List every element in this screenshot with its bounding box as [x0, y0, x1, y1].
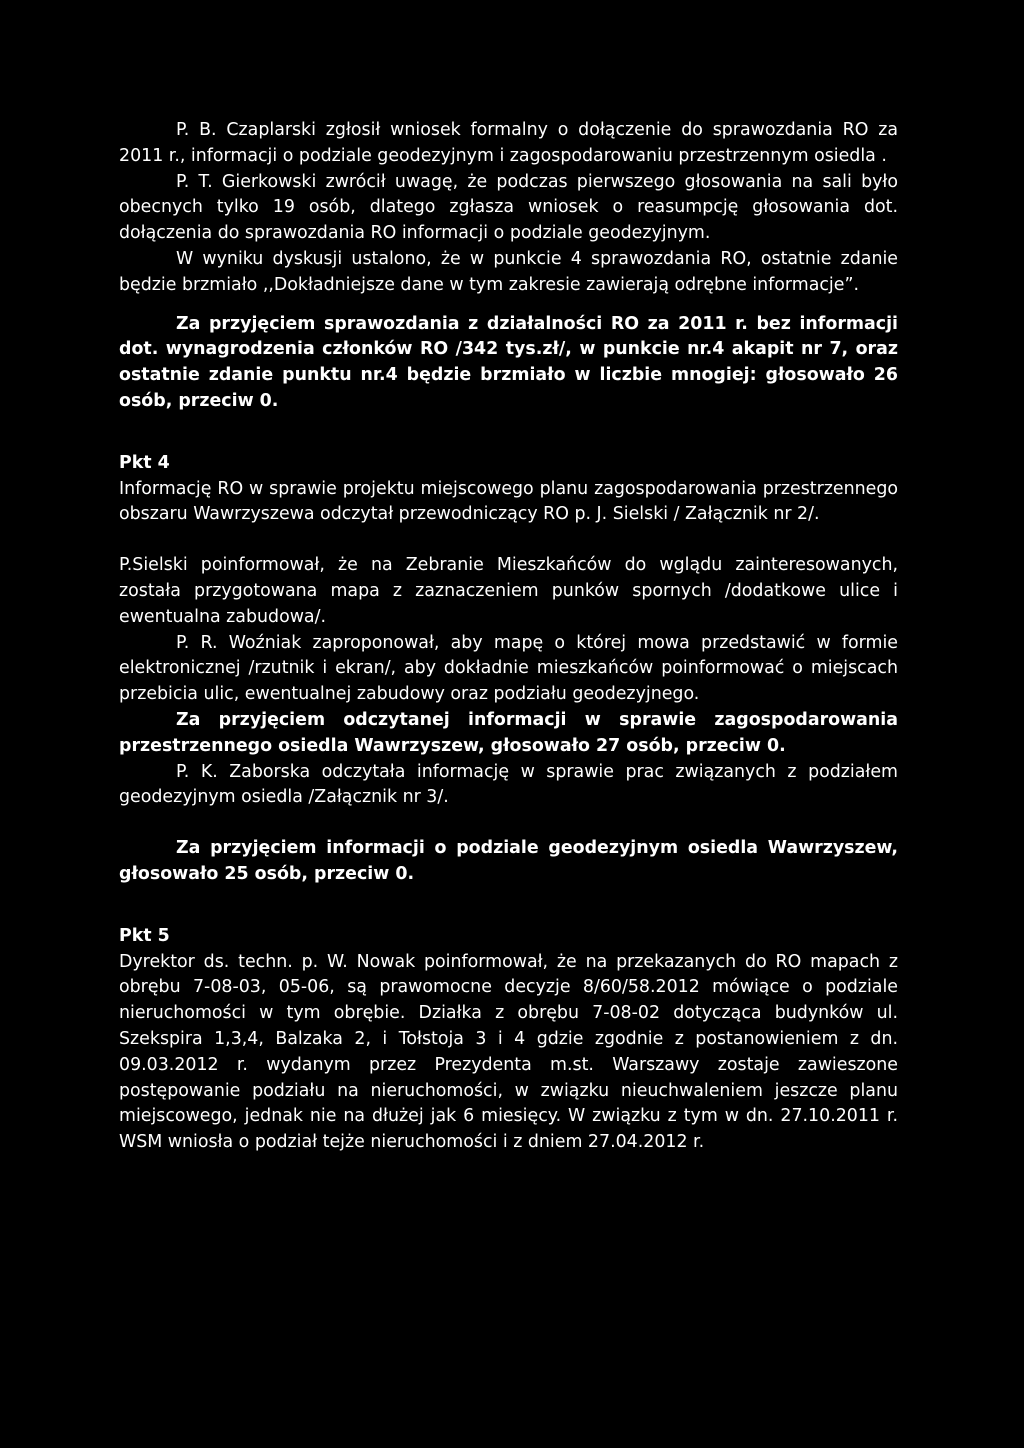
- paragraph-gierkowski-remark: P. T. Gierkowski zwrócił uwagę, że podczas pierwszego głosowania na sali było obecnych tylko 19 osób, dlatego zgłasza wniosek o reasumpcję głosowania dot. dołączenia do sprawozdania RO informacji o podziale geodezyjnym.: [119, 171, 898, 244]
- paragraph-zaborska-info: P. K. Zaborska odczytała informację w sprawie prac związanych z podziałem geodezyjnym osiedla /Załącznik nr 3/.: [119, 761, 898, 808]
- paragraph-wozniak-proposal: P. R. Woźniak zaproponował, aby mapę o której mowa przedstawić w formie elektronicznej /rzutnik i ekran/, aby dokładnie mieszkańców poinformować o miejscach przebicia ulic, ewentualnej zabudowy oraz podziału geodezyjnego.: [119, 632, 898, 705]
- paragraph-nowak-report: Dyrektor ds. techn. p. W. Nowak poinformował, że na przekazanych do RO mapach z obrębu 7-08-03, 05-06, są prawomocne decyzje 8/60/58.2012 mówiące o podziale nieruchomości w tym obrębie. Działka z obrębu 7-08-02 dotycząca budynków ul. Szekspira 1,3,4, Balzaka 2, i Tołstoja 3 i 4 gdzie zgodnie z postanowieniem z dn. 09.03.2012 r. wydanym przez Prezydenta m.st. Warszawy zostaje zawieszone postępowanie podziału na nieruchomości, w związku nieuchwaleniem jeszcze planu miejscowego, jednak nie na dłużej jak 6 miesięcy. W związku z tym w dn. 27.10.2011 r. WSM wniosła o podział tejże nieruchomości i z dniem 27.04.2012 r.: [119, 951, 898, 1153]
- paragraph-sielski-info: P.Sielski poinformował, że na Zebranie Mieszkańców do wglądu zainteresowanych, została przygotowana mapa z zaznaczeniem punków spornych /dodatkowe ulice i ewentualna zabudowa/.: [119, 555, 898, 627]
- paragraph-vote-spatial-plan: Za przyjęciem odczytanej informacji w sprawie zagospodarowania przestrzennego osiedla Wawrzyszew, głosowało 27 osób, przeciw 0.: [119, 709, 898, 756]
- paragraph-vote-geodetic: Za przyjęciem informacji o podziale geodezyjnym osiedla Wawrzyszew, głosowało 25 osób, przeciw 0.: [119, 838, 898, 884]
- paragraph-discussion-result: W wyniku dyskusji ustalono, że w punkcie 4 sprawozdania RO, ostatnie zdanie będzie brzmiało ,,Dokładniejsze dane w tym zakresie zawierają odrębne informacje”.: [119, 248, 898, 295]
- paragraph-czaplarski-motion: P. B. Czaplarski zgłosił wniosek formalny o dołączenie do sprawozdania RO za 2011 r., informacji o podziale geodezyjnym i zagospodarowaniu przestrzennym osiedla .: [119, 120, 898, 166]
- paragraph-ro-information: Informację RO w sprawie projektu miejscowego planu zagospodarowania przestrzennego obszaru Wawrzyszewa odczytał przewodniczący RO p. J. Sielski / Załącznik nr 2/.: [119, 478, 898, 525]
- section-heading-pkt-4: Pkt 4: [119, 452, 170, 473]
- document-page: [119, 118, 898, 1156]
- section-heading-pkt-5: Pkt 5: [119, 925, 170, 946]
- paragraph-vote-report: Za przyjęciem sprawozdania z działalności RO za 2011 r. bez informacji dot. wynagrodzenia członków RO /342 tys.zł/, w punkcie nr.4 akapit nr 7, oraz ostatnie zdanie punktu nr.4 będzie brzmiało w liczbie mnogiej: głosowało 26 osób, przeciw 0.: [119, 313, 898, 411]
